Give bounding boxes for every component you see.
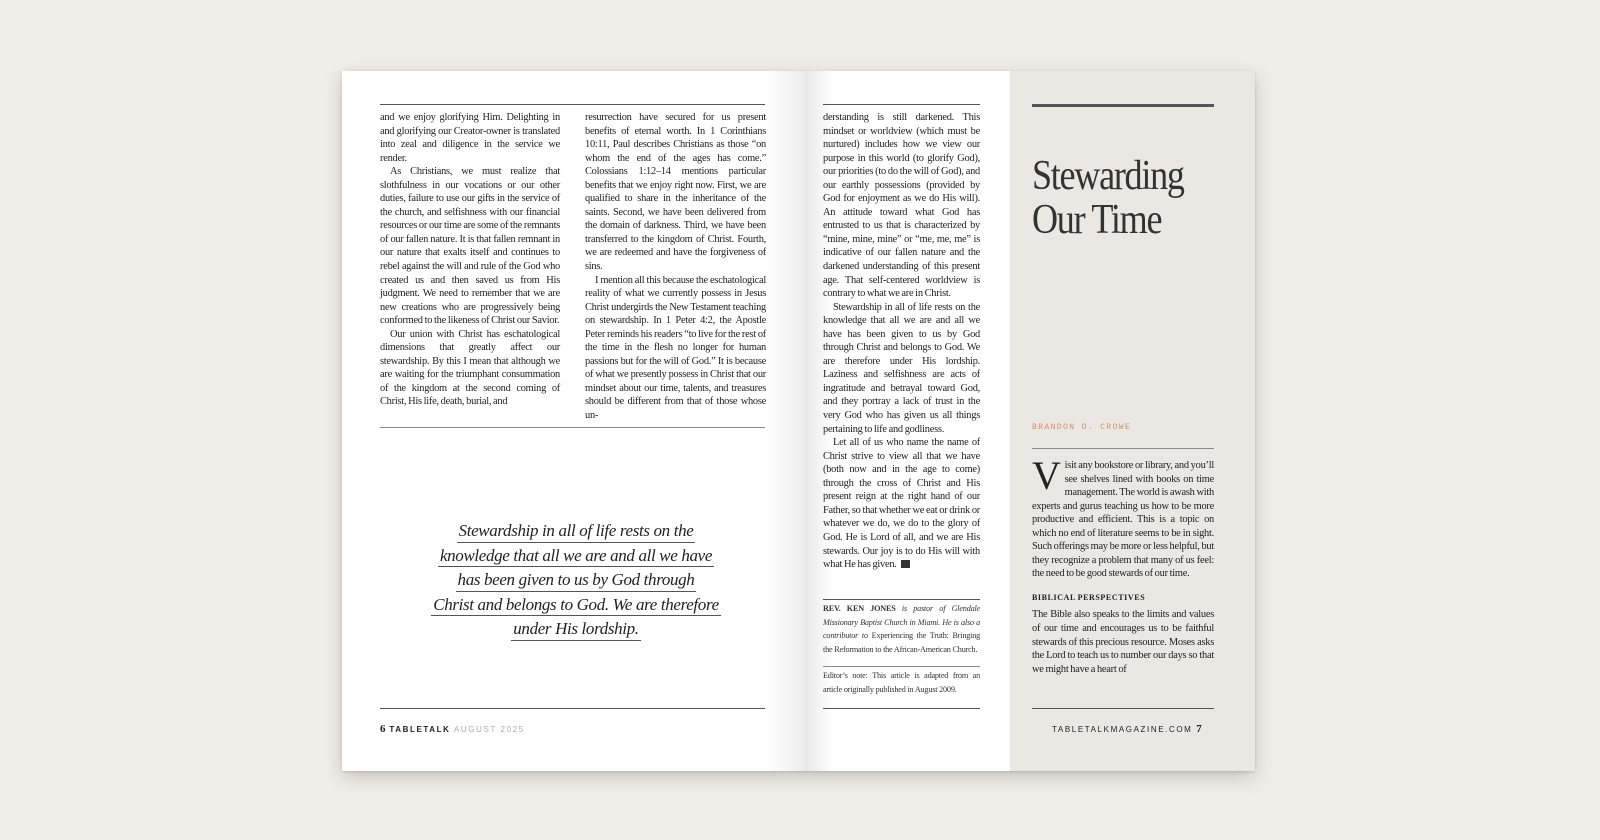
page-number: 7 [1196, 723, 1202, 735]
right-folio [1052, 723, 1202, 735]
paragraph-text: Let all of us who name the name of Christ strive to view all that we have (both now and in the age to come) through the cross of Christ and His present reign at the right hand of our Father, so that whether we eat or drink or whatever we do, we do to the glory of God. He is Lord of all, and we are His stewards. Our joy is to do His will with what He has given. [823, 437, 980, 571]
byline-rule [1032, 448, 1214, 449]
top-rule [380, 104, 765, 105]
left-column-2 [585, 111, 766, 423]
column-end-rule [380, 427, 765, 428]
editor-note: Editor’s note: This article is adapted from an article originally published in August 2009. [823, 671, 980, 694]
bio-text: is pastor of Glendale Missionary Baptist Church in Miami. He is also a contributor to [823, 604, 980, 640]
right-column [823, 111, 980, 572]
page-number: 6 [380, 723, 386, 735]
issue-date: AUGUST 2025 [453, 725, 525, 734]
title-line: Our Time [1032, 197, 1162, 243]
bio-book: Experiencing the Truth: Bringing the Reformation to the African-American Church. [823, 631, 980, 654]
website: TABLETALKMAGAZINE.COM [1052, 725, 1193, 734]
paragraph: derstanding is still darkened. This mindset or worldview (which must be nurtured) includes how we view our purpose in this world (to glorify God), our priorities (to do the will of God), and our earthly possessions (provided by God for enjoyment as we do His will). An attitude toward what God has entrusted to us that is characterized by “mine, mine, mine” or “me, me, me” is indicative of our fallen nature and the darkened understanding of this present age. That self-centered worldview is contrary to what we are in Christ. [823, 112, 980, 300]
paragraph: Stewardship in all of life rests on the knowledge that all we are and all we have has been given to us by God through Christ and belongs to God. We are therefore under His lordship. Laziness and selfishness are acts of ingratitude and betrayal toward God, and they portray a lack of trust in the very God who has given us all things pertaining to life and godliness. [823, 301, 980, 435]
footer-rule [380, 708, 765, 709]
author-bio [823, 602, 980, 656]
title-rule [1032, 104, 1214, 107]
bio-name: REV. KEN JONES [823, 604, 896, 613]
end-mark-icon [901, 560, 910, 568]
pull-quote-line: Stewardship in all of life rests on the [457, 521, 696, 543]
section-subhead: BIBLICAL PERSPECTIVES [1032, 592, 1146, 602]
feature-intro [1032, 453, 1214, 676]
title-line: Stewarding [1032, 153, 1184, 199]
magazine-name: TABLETALK [389, 725, 451, 734]
byline: BRANDON D. CROWE [1032, 423, 1132, 432]
note-rule [823, 666, 980, 667]
left-column-1 [380, 111, 560, 409]
bio-rule [823, 599, 980, 600]
paragraph: Our union with Christ has eschatological dimensions that greatly affect our stewardship. By this I mean that although we are waiting for the triumphant consummation of the kingdom at the second coming of Christ, His life, death, burial, and [380, 328, 560, 408]
pull-quote-line: has been given to us by God through [456, 570, 697, 592]
pull-quote [426, 519, 726, 642]
top-rule [823, 104, 980, 105]
paragraph: I mention all this because the eschatological reality of what we currently possess in Jesus Christ undergirds the New Testament teaching on stewardship. In 1 Peter 4:2, the Apostle Peter reminds his readers “to live for the rest of the time in the flesh no longer for human passions but for the will of God.” It is because of what we presently possess in Christ that our mindset about our time, talents, and treasures should be different from that of those whose un- [585, 274, 766, 422]
paragraph: The Bible also speaks to the limits and values of our time and encourages us to be faithful stewards of this precious resource. Moses asks the Lord to teach us to number our days so that we might have a heart of [1032, 609, 1214, 675]
paragraph [823, 436, 980, 571]
drop-cap: V [1032, 453, 1061, 498]
pull-quote-line: under His lordship. [511, 619, 640, 641]
magazine-spread [342, 71, 1255, 771]
pull-quote-line: Christ and belongs to God. We are therefore [431, 595, 721, 617]
left-page [342, 71, 805, 771]
feature-title [1032, 154, 1204, 242]
intro-text: isit any bookstore or library, and you’ll see shelves lined with books on time management. The world is awash with experts and gurus teaching us how to be more productive and efficient. This is a topic on which no end of literature seems to be in sight. Such offerings may be more or less helpful, but they recognize a problem that many of us feel: the need to be good stewards of our time. [1032, 460, 1214, 580]
pull-quote-line: knowledge that all we are and all we have [438, 546, 714, 568]
footer-rule [823, 708, 980, 709]
left-folio [380, 723, 525, 735]
footer-rule [1032, 708, 1214, 709]
paragraph: resurrection have secured for us present benefits of eternal worth. In 1 Corinthians 10:11, Paul describes Christians as those “on whom the end of the ages has come.” Colossians 1:12–14 mentions particular benefits that we enjoy right now. First, we are qualified to share in the inheritance of the saints. Second, we have been delivered from the domain of darkness. Third, we have been transferred to the kingdom of Christ. Fourth, we are redeemed and have the forgiveness of sins. [585, 112, 766, 273]
paragraph: and we enjoy glorifying Him. Delighting in and glorifying our Creator-owner is translated into zeal and diligence in the service we render. [380, 112, 560, 164]
paragraph: As Christians, we must realize that slothfulness in our vocations or our other duties, failure to use our gifts in the service of the church, and selfishness with our financial resources or our time are some of the remnants of our fallen nature. It is that fallen remnant in our nature that exalts itself and continues to rebel against the will and rule of the God who created us and then saved us from His judgment. We need to remember that we are new creations who are progressively being conformed to the likeness of Christ our Savior. [380, 166, 560, 327]
